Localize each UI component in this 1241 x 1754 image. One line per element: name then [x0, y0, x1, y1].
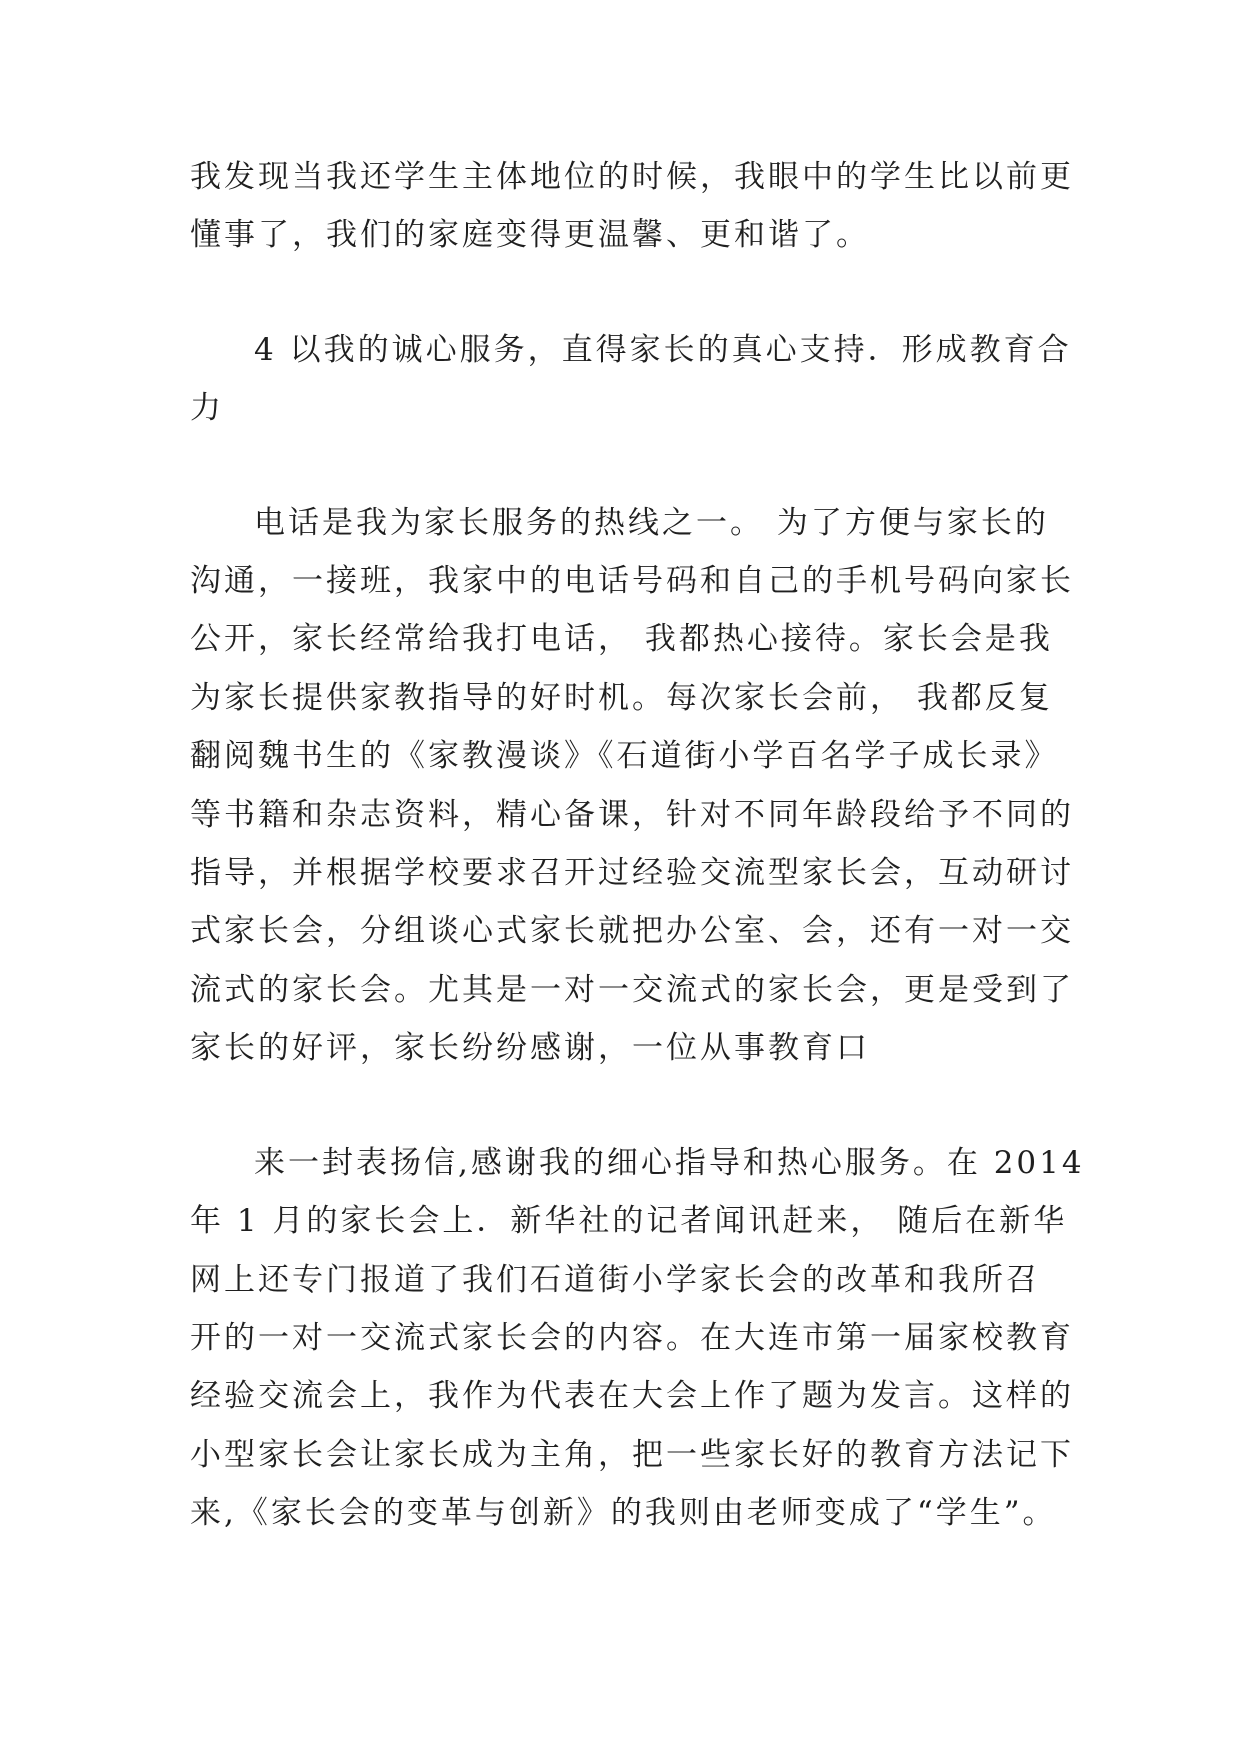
text-line: 为家长提供家教指导的好时机。每次家长会前， 我都反复	[190, 679, 1053, 716]
text-line: 家长的好评，家长纷纷感谢，一位从事教育口	[190, 1030, 870, 1067]
text-line: 式家长会，分组谈心式家长就把办公室、会，还有一对一交	[190, 913, 1074, 950]
document-page	[190, 148, 1085, 1543]
paragraph-spacer	[190, 438, 1080, 494]
text-line: 开的一对一交流式家长会的内容。在大连市第一届家校教育	[190, 1319, 1074, 1356]
text-line: 我发现当我还学生主体地位的时候，我眼中的学生比以前更	[190, 159, 1074, 195]
paragraph-1	[190, 148, 1080, 265]
text-line: 等书籍和杂志资料，精心备课，针对不同年龄段给予不同的	[190, 796, 1074, 833]
paragraph-3	[190, 494, 1080, 1078]
text-line: 年 1 月的家长会上．新华社的记者闻讯赶来， 随后在新华	[190, 1203, 1068, 1240]
paragraph-spacer	[190, 1078, 1080, 1134]
text-line: 来,《家长会的变革与创新》的我则由老师变成了“学生”。	[190, 1495, 1057, 1532]
paragraph-2	[190, 321, 1080, 438]
text-line: 来一封表扬信,感谢我的细心指导和热心服务。在 2014	[254, 1144, 1085, 1181]
text-line: 力	[190, 390, 224, 427]
text-line: 小型家长会让家长成为主角，把一些家长好的教育方法记下	[190, 1436, 1074, 1473]
text-line: 指导，并根据学校要求召开过经验交流型家长会，互动研讨	[190, 855, 1074, 892]
text-line: 网上还专门报道了我们石道街小学家长会的改革和我所召	[190, 1261, 1040, 1298]
text-line: 经验交流会上，我作为代表在大会上作了题为发言。这样的	[190, 1378, 1074, 1415]
text-line: 公开，家长经常给我打电话， 我都热心接待。家长会是我	[190, 621, 1053, 658]
text-line: 懂事了，我们的家庭变得更温馨、更和谐了。	[190, 217, 870, 254]
text-line: 4 以我的诚心服务，直得家长的真心支持．形成教育合	[254, 331, 1072, 368]
paragraph-spacer	[190, 265, 1080, 321]
text-line: 电话是我为家长服务的热线之一。 为了方便与家长的	[254, 504, 1049, 541]
text-line: 沟通，一接班，我家中的电话号码和自己的手机号码向家长	[190, 563, 1074, 600]
text-line: 翻阅魏书生的《家教漫谈》《石道街小学百名学子成长录》	[190, 738, 1059, 775]
text-line: 流式的家长会。尤其是一对一交流式的家长会，更是受到了	[190, 971, 1074, 1008]
paragraph-4	[190, 1134, 1085, 1543]
